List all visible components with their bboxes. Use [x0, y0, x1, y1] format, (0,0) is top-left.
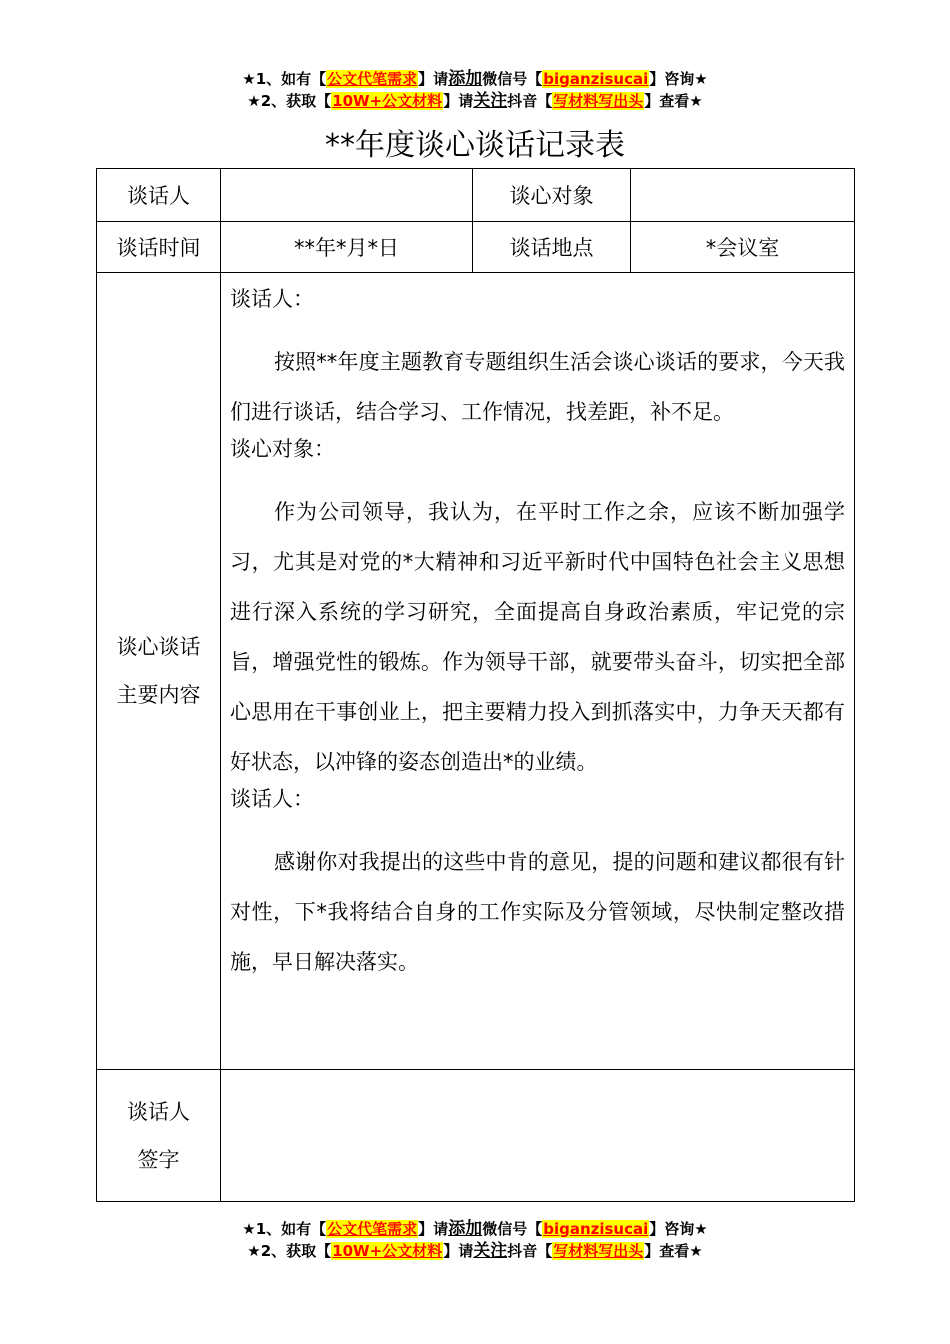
banner-text: ★2、获取【: [247, 92, 332, 110]
target-label: 谈心对象: [473, 169, 631, 222]
banner-highlight: 公文代笔需求: [327, 70, 418, 88]
banner-line-2: [0, 90, 950, 112]
banner-highlight: 10W+公文材料: [332, 92, 443, 110]
speech-paragraph: 作为公司领导，我认为，在平时工作之余，应该不断加强学习，尤其是对党的*大精神和习近平新时代中国特色社会主义思想进行深入系统的学习研究，全面提高自身政治素质，牢记党的宗旨，增强党性的锻炼。作为领导干部，就要带头奋斗，切实把全部心思用在干事创业上，把主要精力投入到抓落实中，力争天天都有好状态，以冲锋的姿态创造出*的业绩。: [230, 500, 845, 774]
banner-highlight: 公文代笔需求: [327, 1220, 418, 1238]
banner-emphasis: 添加: [448, 69, 483, 89]
banner-text: 】查看★: [644, 1242, 703, 1260]
banner-text: ★1、如有【: [242, 1220, 327, 1238]
banner-line-1: [0, 68, 950, 90]
top-banner: [0, 68, 950, 112]
banner-text: 】请: [418, 1220, 449, 1238]
table-row: [97, 273, 855, 1070]
place-value: *会议室: [631, 222, 855, 273]
record-table: [96, 168, 855, 1202]
talker-label: 谈话人: [97, 169, 221, 222]
banner-emphasis: 添加: [448, 1219, 483, 1239]
banner-line-1: [0, 1218, 950, 1240]
banner-highlight: 写材料写出头: [553, 92, 644, 110]
banner-text: 抖音【: [507, 92, 553, 110]
sign-label-line: 签字: [137, 1147, 180, 1172]
table-row: [97, 1070, 855, 1202]
banner-text: 】请: [418, 70, 449, 88]
time-value: **年*月*日: [221, 222, 473, 273]
banner-text: 抖音【: [507, 1242, 553, 1260]
banner-text: 】请: [443, 1242, 474, 1260]
sign-label: [97, 1070, 221, 1202]
speaker-label: 谈话人：: [230, 787, 314, 811]
time-label: 谈话时间: [97, 222, 221, 273]
banner-text: 微信号【: [482, 1220, 543, 1238]
banner-text: 微信号【: [482, 70, 543, 88]
table-row: [97, 222, 855, 273]
speaker-label: 谈心对象：: [230, 437, 335, 461]
banner-line-2: [0, 1240, 950, 1262]
sign-label-line: 谈话人: [127, 1099, 190, 1124]
banner-text: ★2、获取【: [247, 1242, 332, 1260]
target-value: [631, 169, 855, 222]
speaker-label: 谈话人：: [230, 287, 314, 311]
banner-emphasis: 关注: [473, 1241, 508, 1261]
banner-text: 】咨询★: [649, 70, 708, 88]
banner-text: 】请: [443, 92, 474, 110]
talker-value: [221, 169, 473, 222]
place-label: 谈话地点: [473, 222, 631, 273]
banner-text: 】查看★: [644, 92, 703, 110]
banner-emphasis: 关注: [473, 91, 508, 111]
content-label-line: 主要内容: [116, 683, 201, 707]
speech-paragraph: 感谢你对我提出的这些中肯的意见，提的问题和建议都很有针对性，下*我将结合自身的工作实际及分管领域，尽快制定整改措施，早日解决落实。: [230, 850, 845, 974]
content-label-line: 谈心谈话: [116, 635, 201, 659]
sign-value: [221, 1070, 855, 1202]
content-body: [221, 273, 855, 1070]
bottom-banner: [0, 1218, 950, 1262]
table-row: [97, 169, 855, 222]
banner-text: 】咨询★: [649, 1220, 708, 1238]
banner-text: ★1、如有【: [242, 70, 327, 88]
banner-highlight: 10W+公文材料: [332, 1242, 443, 1260]
banner-highlight: 写材料写出头: [553, 1242, 644, 1260]
banner-highlight: biganzisucai: [543, 70, 649, 88]
page-title: **年度谈心谈话记录表: [325, 128, 625, 163]
speech-paragraph: 按照**年度主题教育专题组织生活会谈心谈话的要求，今天我们进行谈话，结合学习、工作情况，找差距，补不足。: [230, 350, 845, 424]
content-label: [97, 273, 221, 1070]
banner-highlight: biganzisucai: [543, 1220, 649, 1238]
